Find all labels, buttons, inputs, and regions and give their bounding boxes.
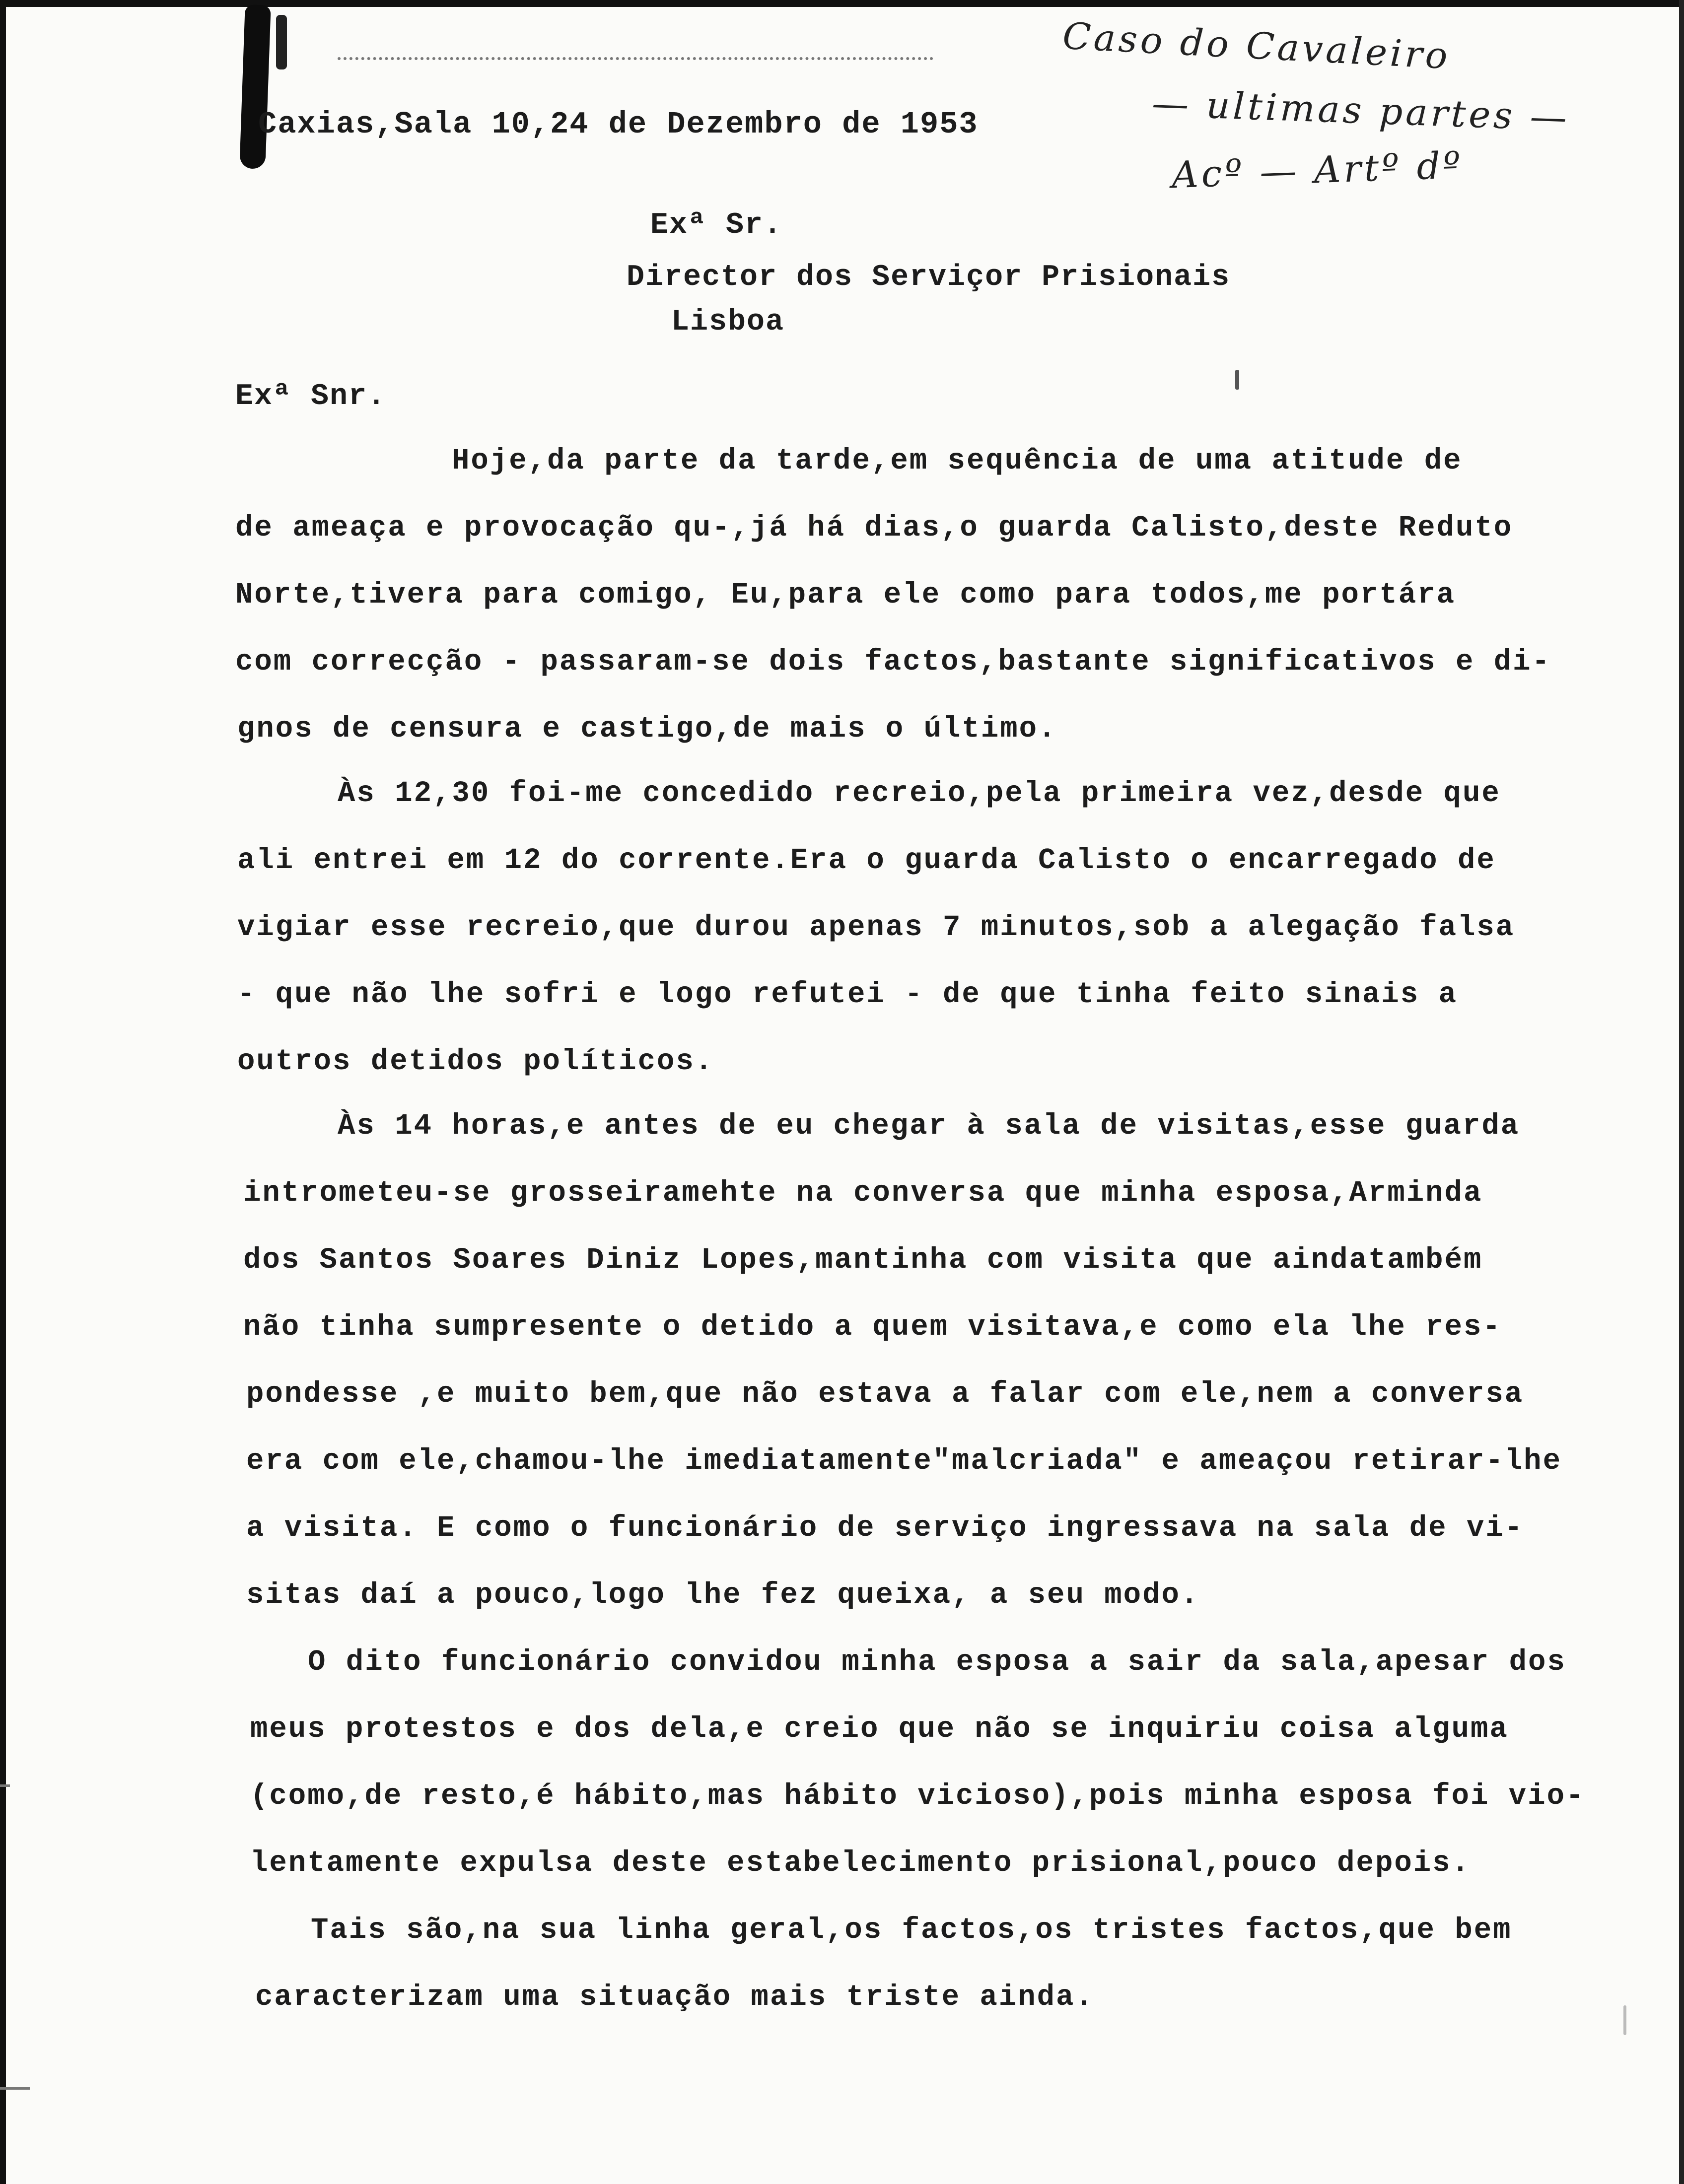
addressee-title: Exª Sr. — [650, 208, 783, 242]
body-line: lentamente expulsa deste estabelecimento prisional,pouco depois. — [250, 1846, 1471, 1880]
addressee-position: Director dos Serviçor Prisionais — [627, 261, 1231, 294]
ink-blot-mark-small — [276, 15, 287, 69]
body-line: não tinha sumpresente o detido a quem visitava,e como ela lhe res- — [243, 1310, 1502, 1344]
body-line: intrometeu-se grosseiramehte na conversa que minha esposa,Arminda — [243, 1176, 1483, 1210]
body-line: gnos de censura e castigo,de mais o último. — [237, 712, 1057, 746]
body-line: O dito funcionário convidou minha esposa a sair da sala,apesar dos — [308, 1645, 1566, 1679]
body-line: pondesse ,e muito bem,que não estava a falar com ele,nem a conversa — [246, 1377, 1524, 1411]
handwritten-annotation-line-3: Acº — Artº dº — [1171, 143, 1465, 197]
body-line: a visita. E como o funcionário de serviço ingressava na sala de vi- — [246, 1511, 1524, 1545]
body-line: - que não lhe sofri e logo refutei - de que tinha feito sinais a — [237, 978, 1458, 1011]
scan-speck — [1235, 370, 1239, 390]
body-line: Hoje,da parte da tarde,em sequência de uma atitude de — [452, 444, 1463, 478]
addressee-city: Lisboa — [671, 305, 785, 339]
scan-border-right — [1679, 0, 1684, 2184]
body-line: sitas daí a pouco,logo lhe fez queixa, a seu modo. — [246, 1578, 1200, 1612]
place-date-line: Caxias,Sala 10,24 de Dezembro de 1953 — [258, 107, 979, 142]
body-line: era com ele,chamou-lhe imediatamente"malcriada" e ameaçou retirar-lhe — [246, 1444, 1562, 1478]
body-line: de ameaça e provocação qu-,já há dias,o guarda Calisto,deste Reduto — [235, 511, 1513, 545]
scan-speck — [1623, 2005, 1626, 2035]
body-line: meus protestos e dos dela,e creio que não se inquiriu coisa alguma — [250, 1712, 1509, 1746]
body-line: Às 12,30 foi-me concedido recreio,pela primeira vez,desde que — [338, 777, 1501, 810]
dotted-rule — [338, 57, 933, 60]
salutation: Exª Snr. — [235, 380, 387, 413]
body-line: dos Santos Soares Diniz Lopes,mantinha com visita que aindatambém — [243, 1243, 1483, 1277]
body-line: ali entrei em 12 do corrente.Era o guarda Calisto o encarregado de — [237, 844, 1496, 877]
body-line: Norte,tivera para comigo, Eu,para ele como para todos,me portára — [235, 578, 1456, 612]
body-line: (como,de resto,é hábito,mas hábito vicioso),pois minha esposa foi vio- — [250, 1779, 1585, 1813]
body-line: caracterizam uma situação mais triste ainda. — [255, 1980, 1094, 2014]
ink-blot-mark — [239, 4, 271, 169]
scan-edge-mark — [0, 1784, 10, 1787]
body-line: com correcção - passaram-se dois factos,bastante significativos e di- — [235, 645, 1551, 679]
handwritten-annotation-line-2: — ultimas partes — — [1151, 82, 1571, 139]
scan-border-left — [0, 0, 6, 2184]
body-line: Às 14 horas,e antes de eu chegar à sala de visitas,esse guarda — [338, 1109, 1520, 1143]
body-line: outros detidos políticos. — [237, 1045, 714, 1078]
handwritten-annotation-line-1: Caso do Cavaleiro — [1061, 14, 1452, 78]
body-line: Tais são,na sua linha geral,os factos,os tristes factos,que bem — [311, 1913, 1512, 1947]
scan-edge-mark — [0, 2087, 30, 2090]
body-line: vigiar esse recreio,que durou apenas 7 minutos,sob a alegação falsa — [237, 911, 1515, 944]
